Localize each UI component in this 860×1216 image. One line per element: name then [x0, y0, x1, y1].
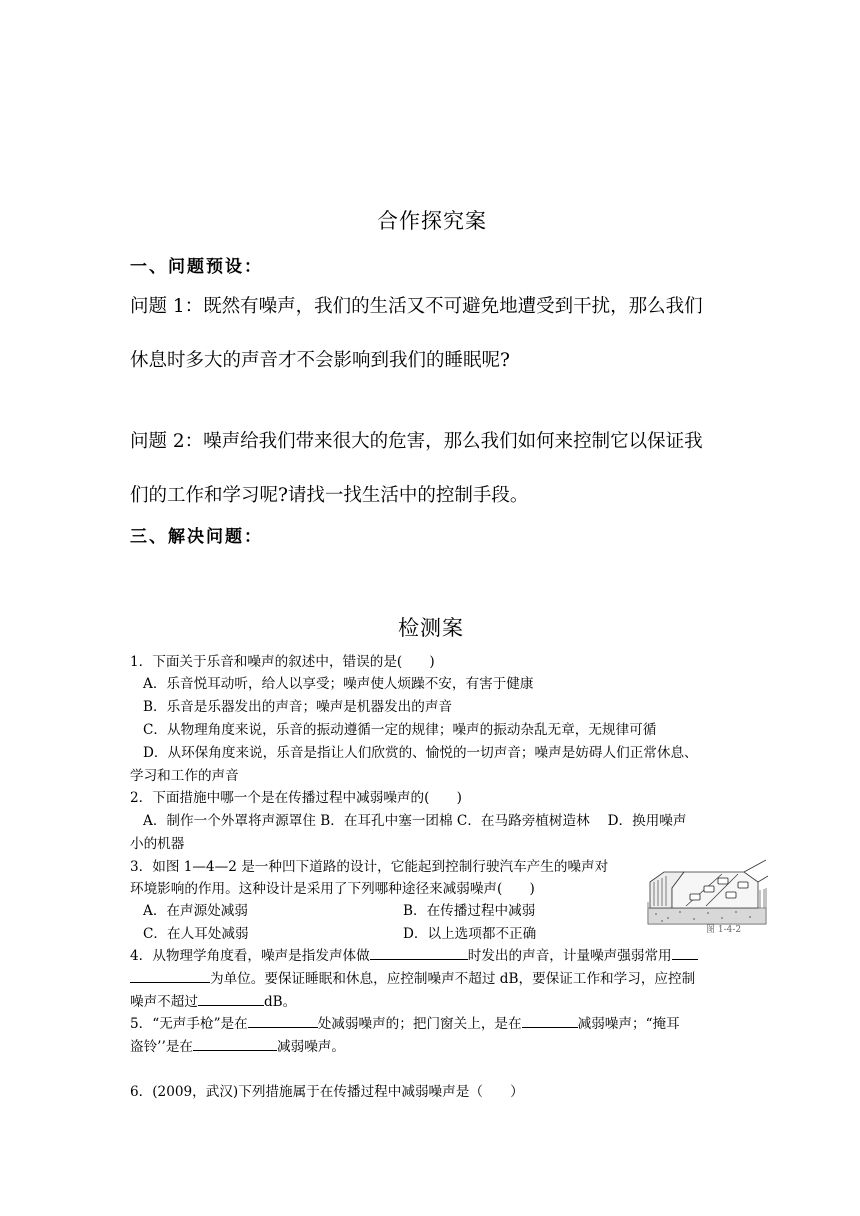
answer-blank[interactable] [248, 1013, 318, 1028]
answer-blank[interactable] [193, 1036, 277, 1051]
section-title-test: 检测案 [398, 616, 464, 640]
heading-solve-problems: 三、解决问题： [130, 527, 263, 547]
answer-blank[interactable] [198, 991, 264, 1006]
figure-caption: 图 1-4-2 [706, 925, 742, 935]
test-q3-stem-line1: 3．如图 1—4—2 是一种凹下道路的设计，它能起到控制行驶汽车产生的噪声对 [130, 859, 609, 875]
test-q3-option-d: D．以上选项都不正确 [403, 926, 537, 942]
test-q1-option-d-line1: D．从环保角度来说，乐音是指让人们欣赏的、愉悦的一切声音；噪声是妨碍人们正常休息、 [143, 745, 698, 761]
test-q1-option-c: C．从物理角度来说，乐音的振动遵循一定的规律；噪声的振动杂乱无章，无规律可循 [143, 722, 657, 738]
test-q5-line2 [130, 1035, 345, 1055]
answer-blank[interactable] [522, 1013, 578, 1028]
test-q1-stem: 1．下面关于乐音和噪声的叙述中，错误的是( ) [130, 654, 435, 670]
test-q3-option-b: B．在传播过程中减弱 [403, 903, 536, 919]
test-q4-line2 [130, 967, 695, 987]
test-q2-options-line1: A．制作一个外罩将声源罩住 B．在耳孔中塞一团棉 C．在马路旁植树造林 D．换用噪声 [143, 813, 687, 829]
test-q5-text2: 处减弱噪声的；把门窗关上，是在 [317, 1016, 522, 1032]
answer-blank[interactable] [672, 945, 698, 960]
test-q1-option-a: A．乐音悦耳动听，给人以享受；噪声使人烦躁不安，有害于健康 [143, 676, 534, 692]
test-q4-text1: 4．从物理学角度看，噪声是指发声体做 [130, 948, 370, 964]
section-title-cooperation: 合作探究案 [377, 209, 487, 233]
test-q4-text2: 时发出的声音，计量噪声强弱常用 [467, 948, 672, 964]
answer-blank[interactable] [130, 968, 210, 983]
question1-line1: 问题 1：既然有噪声，我们的生活又不可避免地遭受到干扰，那么我们 [130, 296, 703, 317]
test-q4-line3 [130, 990, 296, 1010]
test-q5-text1: 5．“无声手枪”是在 [130, 1016, 248, 1032]
test-q4-line1 [130, 944, 698, 964]
test-q4-text3: 为单位。要保证睡眠和休息，应控制噪声不超过 dB，要保证工作和学习，应控制 [210, 971, 696, 987]
test-q2-stem: 2．下面措施中哪一个是在传播过程中减弱噪声的( ) [130, 790, 462, 806]
sunken-road-figure [646, 852, 770, 940]
test-q4-text4: 噪声不超过 [130, 994, 198, 1010]
test-q5-text4: 盗铃’’是在 [130, 1039, 194, 1055]
question1-line2: 休息时多大的声音才不会影响到我们的睡眠呢? [130, 350, 510, 371]
answer-blank[interactable] [370, 945, 468, 960]
test-q3-option-c: C．在人耳处减弱 [143, 926, 249, 942]
test-q1-option-b: B．乐音是乐器发出的声音；噪声是机器发出的声音 [143, 699, 453, 715]
heading-problem-presets: 一、问题预设： [130, 257, 263, 277]
test-q1-option-d-line2: 学习和工作的声音 [130, 768, 239, 784]
test-q5-line1 [130, 1012, 680, 1032]
test-q5-text3: 减弱噪声；“掩耳 [577, 1016, 680, 1032]
question2-line1: 问题 2：噪声给我们带来很大的危害，那么我们如何来控制它以保证我 [130, 431, 703, 452]
test-q3-stem-line2: 环境影响的作用。这种设计是采用了下列哪种途径来减弱噪声( ) [130, 881, 535, 897]
test-q3-option-a: A．在声源处减弱 [143, 903, 248, 919]
test-q4-text5: dB。 [263, 994, 297, 1010]
test-q6-stem: 6．(2009，武汉)下列措施属于在传播过程中减弱噪声是（ ） [130, 1084, 524, 1100]
test-q5-text5: 减弱噪声。 [277, 1039, 345, 1055]
test-q2-options-line2: 小的机器 [130, 836, 185, 852]
question2-line2: 们的工作和学习呢?请找一找生活中的控制手段。 [130, 485, 529, 506]
